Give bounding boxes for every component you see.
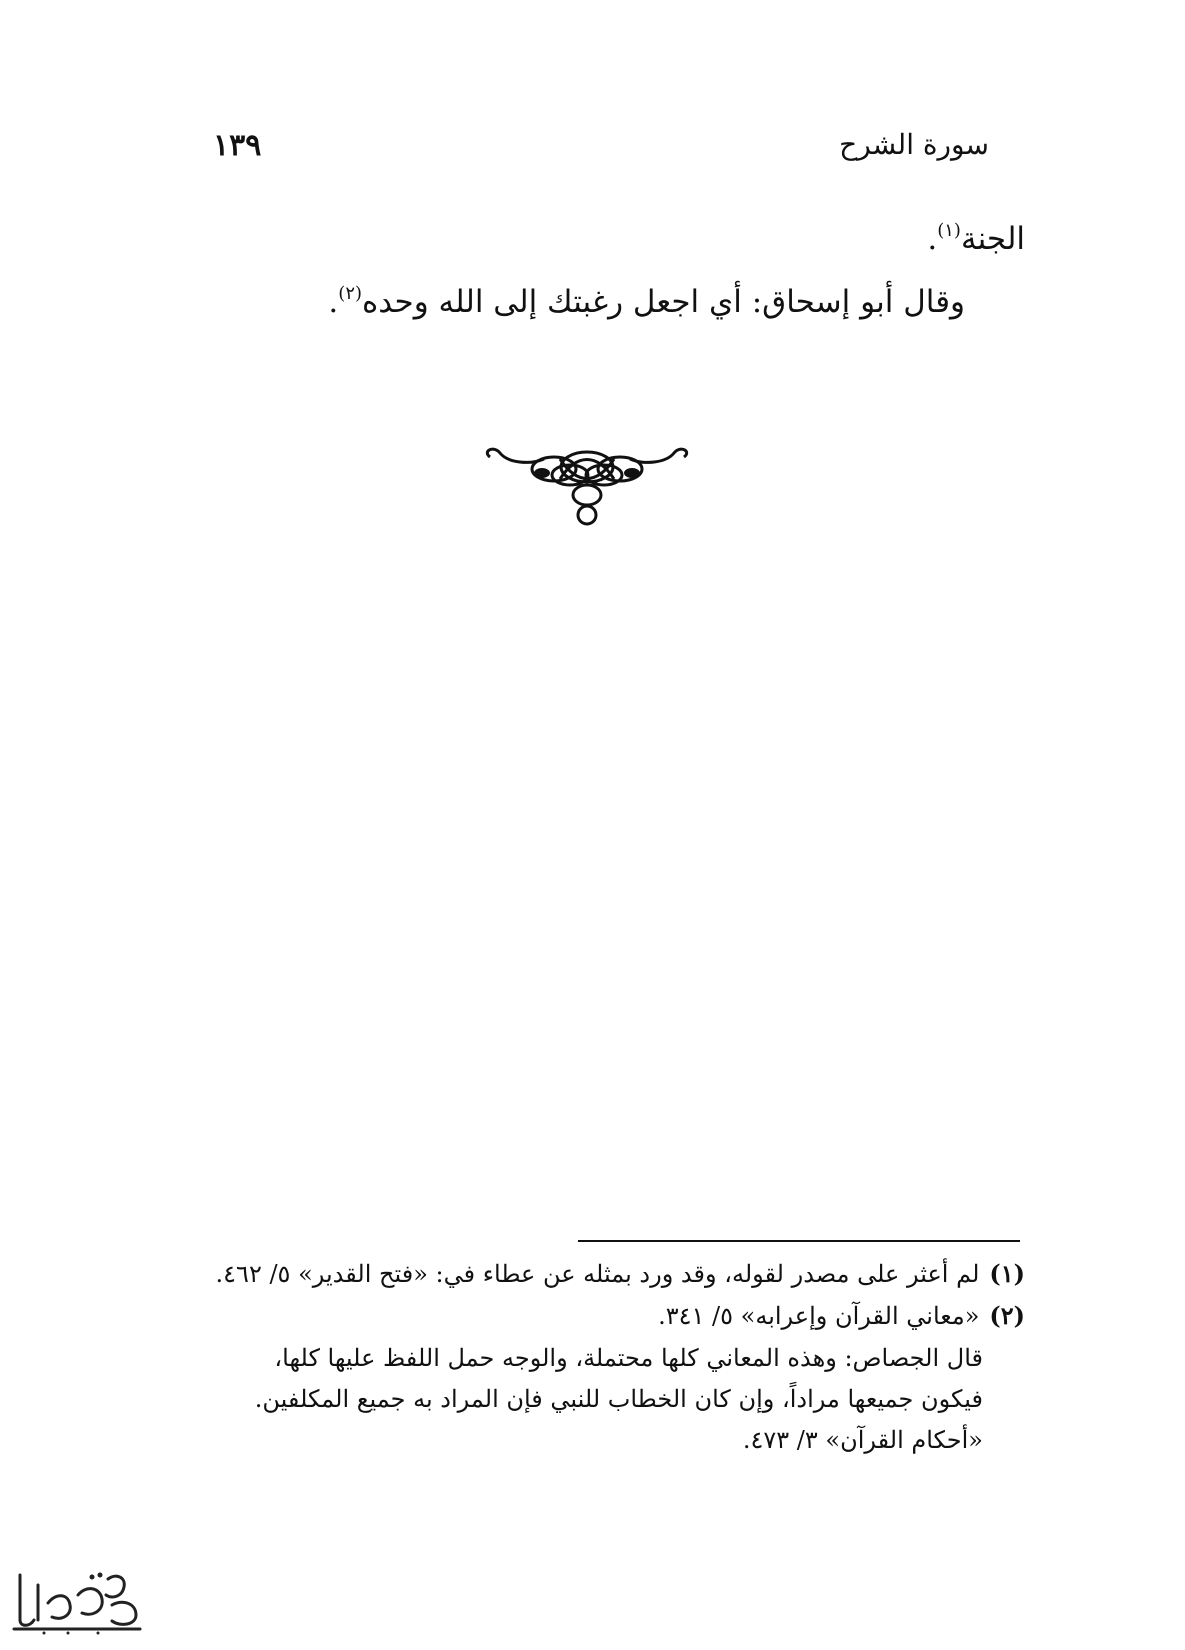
footnote-1-number: (١) <box>989 1259 1025 1288</box>
footnote-2-line-3: فيكون جميعها مراداً، وإن كان الخطاب للنبي فإن المراد به جميع المكلفين. <box>254 1384 983 1413</box>
footnote-1-text: لم أعثر على مصدر لقوله، وقد ورد بمثله عن عطاء في: «فتح القدير» ٥/ ٤٦٢. <box>215 1260 980 1288</box>
footnotes <box>145 1253 1025 1461</box>
footnote-2-line-2: قال الجصاص: وهذه المعاني كلها محتملة، والوجه حمل اللفظ عليها كلها، <box>274 1343 983 1372</box>
body-line-1-period: . <box>927 221 938 257</box>
footnote-separator <box>578 1240 1020 1242</box>
body-line-1-text: الجنة <box>960 221 1025 257</box>
body-line-2 <box>145 283 965 321</box>
decorative-knot-ornament-icon <box>482 445 692 540</box>
footnote-2-number: (٢) <box>989 1301 1025 1331</box>
footnote-ref-2[interactable]: (٢) <box>338 283 363 304</box>
footnote-2-text: «معاني القرآن وإعرابه» ٥/ ٣٤١. <box>658 1302 980 1331</box>
body-line-1 <box>205 220 1025 258</box>
running-header-title: سورة الشرح <box>839 128 989 161</box>
page-number: ١٣٩ <box>213 128 262 163</box>
footnote-1 <box>145 1253 1025 1295</box>
footnote-2-line-4: «أحكام القرآن» ٣/ ٤٧٣. <box>742 1426 983 1455</box>
body-line-2-text: وقال أبو إسحاق: أي اجعل رغبتك إلى الله وحده <box>362 284 965 320</box>
body-line-2-period: . <box>328 284 339 320</box>
footnote-ref-1[interactable]: (١) <box>937 220 961 241</box>
calligraphy-stamp-icon <box>8 1565 148 1640</box>
footnote-2 <box>145 1295 1025 1337</box>
